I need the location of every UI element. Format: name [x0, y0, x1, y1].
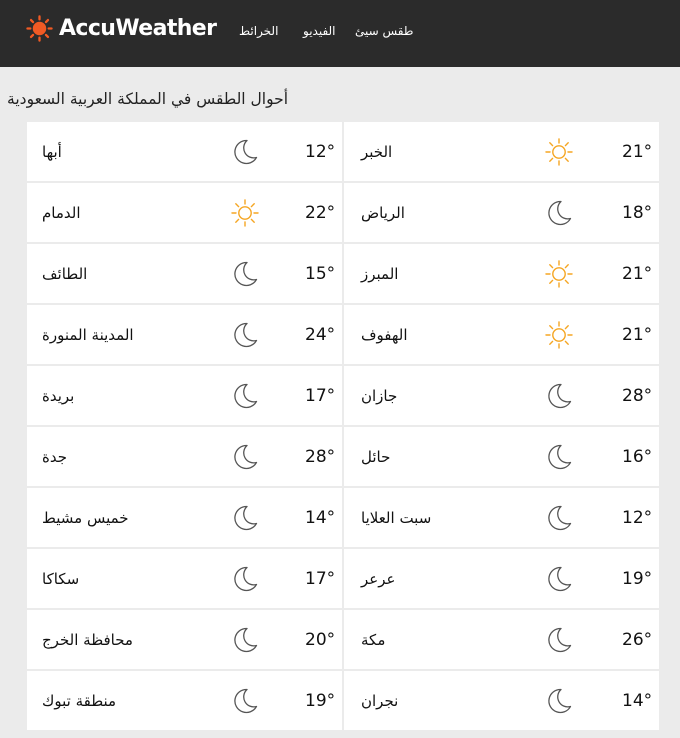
city-name: نجران	[361, 691, 399, 710]
city-weather-item[interactable]	[27, 549, 342, 608]
city-weather-item[interactable]	[344, 122, 659, 181]
city-weather-item[interactable]	[27, 610, 342, 669]
moon-icon	[544, 198, 574, 228]
sun-icon	[544, 259, 574, 289]
temperature: 15°	[305, 263, 336, 284]
temperature: 28°	[622, 385, 653, 406]
moon-icon	[230, 625, 260, 655]
moon-icon	[544, 442, 574, 472]
temperature: 14°	[622, 690, 653, 711]
city-weather-item[interactable]	[344, 366, 659, 425]
city-name: الدمام	[42, 203, 81, 222]
city-name: الهفوف	[361, 325, 408, 344]
temperature: 24°	[305, 324, 336, 345]
city-weather-item[interactable]	[27, 183, 342, 242]
city-weather-item[interactable]	[344, 671, 659, 730]
sun-icon	[230, 198, 260, 228]
moon-icon	[230, 686, 260, 716]
city-weather-item[interactable]	[27, 427, 342, 486]
city-weather-item[interactable]	[344, 305, 659, 364]
city-weather-item[interactable]	[27, 122, 342, 181]
moon-icon	[230, 137, 260, 167]
moon-icon	[544, 503, 574, 533]
brand-name: AccuWeather	[59, 16, 217, 41]
temperature: 18°	[622, 202, 653, 223]
city-name: جدة	[42, 447, 68, 466]
temperature: 14°	[305, 507, 336, 528]
city-name: عرعر	[361, 569, 396, 588]
moon-icon	[230, 320, 260, 350]
temperature: 17°	[305, 385, 336, 406]
city-weather-item[interactable]	[27, 305, 342, 364]
city-name: الطائف	[42, 264, 88, 283]
city-name: الخبر	[361, 142, 393, 161]
city-weather-item[interactable]	[344, 549, 659, 608]
city-name: محافظة الخرج	[42, 630, 133, 649]
city-name: المبرز	[361, 264, 399, 283]
temperature: 21°	[622, 324, 653, 345]
city-weather-item[interactable]	[27, 244, 342, 303]
temperature: 20°	[305, 629, 336, 650]
moon-icon	[544, 564, 574, 594]
moon-icon	[230, 564, 260, 594]
nav-video[interactable]: الفيديو	[303, 24, 336, 38]
city-weather-item[interactable]	[27, 671, 342, 730]
city-weather-item[interactable]	[27, 488, 342, 547]
moon-icon	[230, 503, 260, 533]
moon-icon	[544, 625, 574, 655]
city-name: منطقة تبوك	[42, 691, 117, 710]
moon-icon	[230, 381, 260, 411]
site-header	[0, 0, 680, 67]
temperature: 28°	[305, 446, 336, 467]
accuweather-logo[interactable]	[26, 15, 216, 42]
city-weather-item[interactable]	[344, 488, 659, 547]
city-name: سكاكا	[42, 569, 80, 588]
city-weather-item[interactable]	[27, 366, 342, 425]
temperature: 19°	[305, 690, 336, 711]
temperature: 12°	[305, 141, 336, 162]
temperature: 22°	[305, 202, 336, 223]
nav-maps[interactable]: الخرائط	[239, 24, 279, 38]
temperature: 16°	[622, 446, 653, 467]
city-name: المدينة المنورة	[42, 325, 134, 344]
city-name: خميس مشيط	[42, 508, 129, 527]
temperature: 21°	[622, 263, 653, 284]
city-weather-item[interactable]	[344, 183, 659, 242]
city-name: الرياض	[361, 203, 405, 222]
temperature: 21°	[622, 141, 653, 162]
moon-icon	[230, 259, 260, 289]
moon-icon	[230, 442, 260, 472]
city-weather-grid	[27, 122, 659, 730]
temperature: 19°	[622, 568, 653, 589]
city-name: حائل	[361, 447, 391, 466]
nav-severe-weather[interactable]: طقس سيئ	[355, 24, 414, 38]
city-name: جازان	[361, 386, 398, 405]
city-weather-item[interactable]	[344, 610, 659, 669]
accuweather-sun-logo-icon	[26, 15, 53, 42]
moon-icon	[544, 686, 574, 716]
city-name: بريدة	[42, 386, 75, 405]
city-weather-item[interactable]	[344, 244, 659, 303]
page-title: أحوال الطقس في المملكة العربية السعودية	[7, 90, 288, 108]
moon-icon	[544, 381, 574, 411]
temperature: 17°	[305, 568, 336, 589]
city-name: مكة	[361, 630, 386, 649]
city-name: سبت العلايا	[361, 508, 432, 527]
sun-icon	[544, 137, 574, 167]
city-weather-item[interactable]	[344, 427, 659, 486]
temperature: 26°	[622, 629, 653, 650]
sun-icon	[544, 320, 574, 350]
temperature: 12°	[622, 507, 653, 528]
city-name: أبها	[42, 142, 62, 161]
